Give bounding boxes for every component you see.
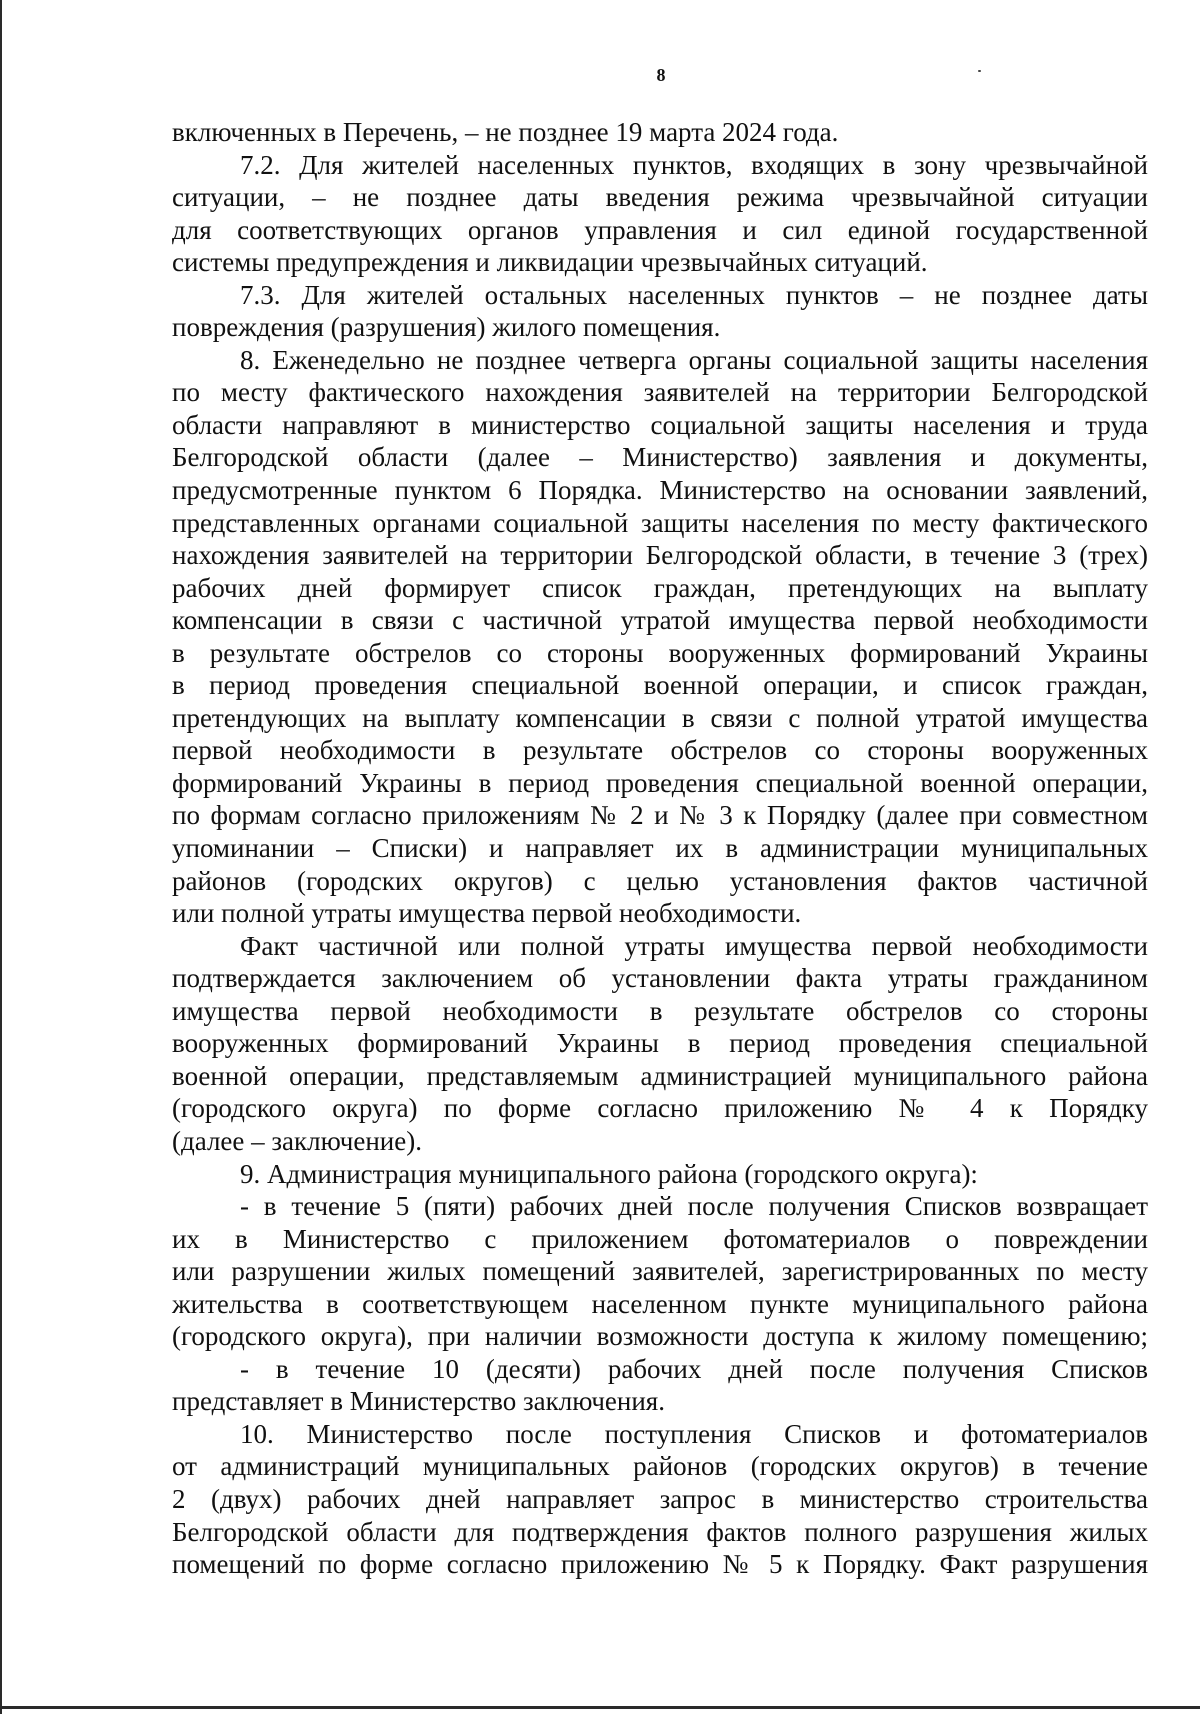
text-line: по формам согласно приложениям № 2 и № 3 к Порядку (далее при совместном	[172, 800, 1148, 831]
text-line: предусмотренные пунктом 6 Порядка. Министерство на основании заявлений,	[172, 475, 1148, 506]
text-line: нахождения заявителей на территории Белгородской области, в течение 3 (трех)	[172, 540, 1148, 571]
text-line: (городского округа), при наличии возможности доступа к жилому помещению;	[172, 1321, 1148, 1352]
text-line: 10. Министерство после поступления Списков и фотоматериалов	[240, 1418, 1148, 1449]
text-line: 7.3. Для жителей остальных населенных пунктов – не позднее даты	[240, 279, 1148, 310]
text-line: - в течение 5 (пяти) рабочих дней после получения Списков возвращает	[240, 1191, 1148, 1222]
text-line: жительства в соответствующем населенном пункте муниципального района	[172, 1288, 1148, 1319]
text-line: упоминании – Списки) и направляет их в администрации муниципальных	[172, 833, 1148, 864]
text-line: ситуации, – не позднее даты введения режима чрезвычайной ситуации	[172, 182, 1148, 213]
text-line: рабочих дней формирует список граждан, претендующих на выплату	[172, 572, 1148, 603]
text-line: районов (городских округов) с целью установления фактов частичной	[172, 865, 1148, 896]
text-line: включенных в Перечень, – не позднее 19 марта 2024 года.	[172, 117, 839, 147]
text-line: или полной утраты имущества первой необходимости.	[172, 898, 802, 929]
text-line: по месту фактического нахождения заявителей на территории Белгородской	[172, 377, 1148, 408]
text-line: 8. Еженедельно не позднее четверга органы социальной защиты населения	[240, 344, 1148, 375]
text-line: области направляют в министерство социальной защиты населения и труда	[172, 409, 1148, 440]
document-body	[172, 116, 1148, 1581]
text-line: для соответствующих органов управления и сил единой государственной	[172, 214, 1148, 245]
text-line: - в течение 10 (десяти) рабочих дней после получения Списков	[240, 1353, 1148, 1384]
text-line: (городского округа) по форме согласно приложению № 4 к Порядку	[172, 1093, 1148, 1124]
text-line: претендующих на выплату компенсации в связи с полной утратой имущества	[172, 702, 1148, 733]
text-line: формирований Украины в период проведения специальной военной операции,	[172, 767, 1148, 798]
text-line: представляет в Министерство заключения.	[172, 1386, 665, 1417]
text-line: Белгородской области для подтверждения фактов полного разрушения жилых	[172, 1516, 1148, 1547]
text-line: военной операции, представляемым администрацией муниципального района	[172, 1060, 1148, 1091]
text-line: имущества первой необходимости в результате обстрелов со стороны	[172, 995, 1148, 1026]
scan-left-edge	[0, 0, 2, 1714]
text-line: или разрушении жилых помещений заявителей, зарегистрированных по месту	[172, 1256, 1148, 1287]
text-line: повреждения (разрушения) жилого помещения.	[172, 312, 721, 343]
page-number: 8	[656, 65, 666, 85]
scan-bottom-edge	[0, 1706, 1200, 1709]
text-line: первой необходимости в результате обстрелов со стороны вооруженных	[172, 735, 1148, 766]
text-line: их в Министерство с приложением фотоматериалов о повреждении	[172, 1223, 1148, 1254]
text-line: 9. Администрация муниципального района (городского округа):	[240, 1158, 978, 1189]
text-line: компенсации в связи с частичной утратой имущества первой необходимости	[172, 605, 1148, 636]
text-line: Факт частичной или полной утраты имущества первой необходимости	[240, 930, 1148, 961]
text-line: системы предупреждения и ликвидации чрезвычайных ситуаций.	[172, 247, 928, 278]
text-line: в результате обстрелов со стороны вооруженных формирований Украины	[172, 637, 1148, 668]
text-line: 7.2. Для жителей населенных пунктов, входящих в зону чрезвычайной	[240, 149, 1148, 180]
text-line: от администраций муниципальных районов (городских округов) в течение	[172, 1451, 1148, 1482]
text-line: (далее – заключение).	[172, 1125, 422, 1156]
text-line: вооруженных формирований Украины в период проведения специальной	[172, 1028, 1148, 1059]
text-line: представленных органами социальной защиты населения по месту фактического	[172, 507, 1148, 538]
text-line: Белгородской области (далее – Министерство) заявления и документы,	[172, 442, 1148, 473]
text-line: помещений по форме согласно приложению № 5 к Порядку. Факт разрушения	[172, 1549, 1148, 1580]
text-line: в период проведения специальной военной операции, и список граждан,	[172, 670, 1148, 701]
text-line: 2 (двух) рабочих дней направляет запрос в министерство строительства	[172, 1483, 1148, 1514]
text-line: подтверждается заключением об установлении факта утраты гражданином	[172, 963, 1148, 994]
